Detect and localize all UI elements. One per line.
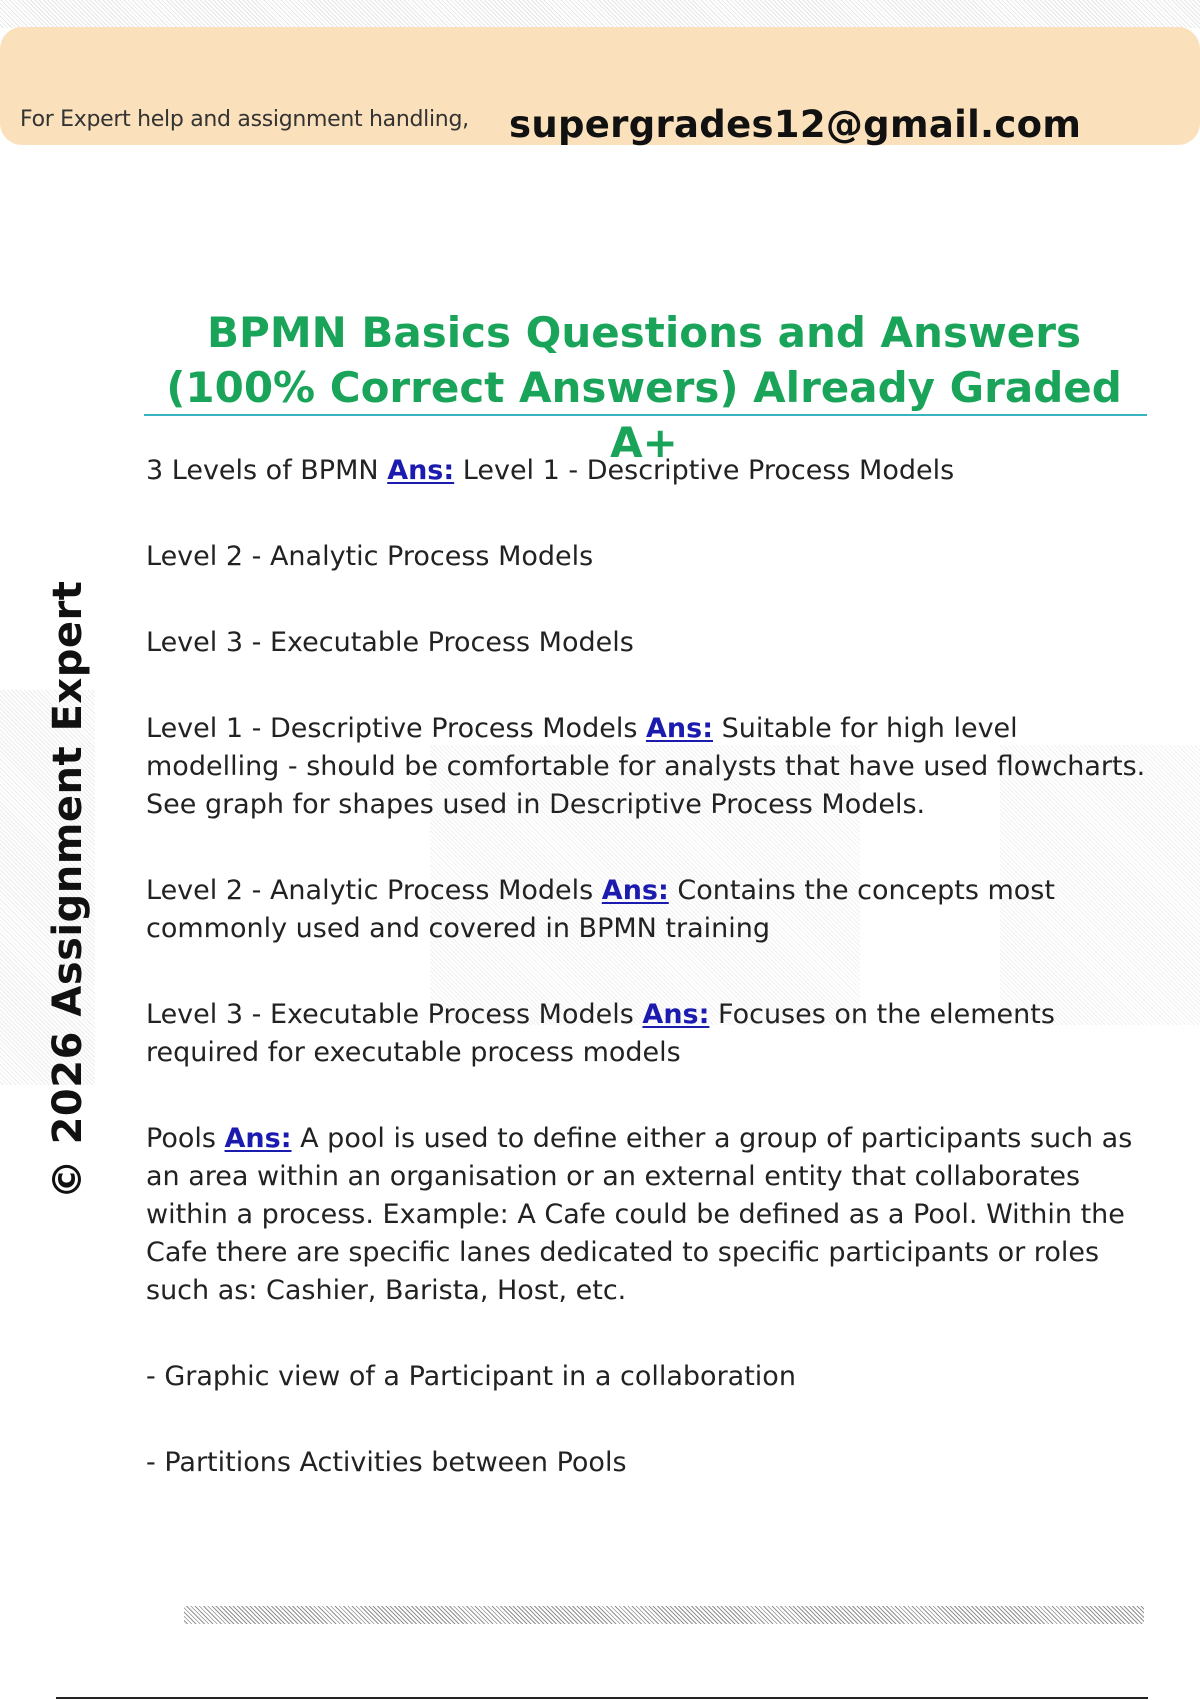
question-text: Pools <box>146 1123 216 1154</box>
title-underline <box>144 414 1147 416</box>
answer-marker: Ans: <box>646 713 713 744</box>
answer-text: Suitable for high level modelling - should be comfortable for analysts that have used flowcharts. See graph for shapes used in Descriptive Process Models. <box>146 713 1146 820</box>
answer-marker: Ans: <box>387 455 455 486</box>
qa-entry <box>146 1444 1146 1482</box>
answer-text: Level 2 - Analytic Process Models <box>146 541 594 572</box>
document-title: BPMN Basics Questions and Answers (100% Correct Answers) Already Graded A+ <box>166 308 1122 467</box>
qa-entry <box>146 710 1146 824</box>
question-text: 3 Levels of BPMN <box>146 455 379 486</box>
qa-entry <box>146 1120 1146 1310</box>
qa-entry <box>146 624 1146 662</box>
qa-entry <box>146 452 1146 490</box>
question-text: Level 2 - Analytic Process Models <box>146 875 594 906</box>
copyright-watermark: © 2026 Assignment Expert <box>45 580 91 1200</box>
question-text: Level 1 - Descriptive Process Models <box>146 713 638 744</box>
answer-text: - Graphic view of a Participant in a collaboration <box>146 1361 796 1392</box>
top-hatch-pattern <box>0 0 1200 28</box>
answer-text: Focuses on the elements required for executable process models <box>146 999 1055 1068</box>
qa-entry <box>146 1358 1146 1396</box>
answer-text: Level 1 - Descriptive Process Models <box>462 455 955 486</box>
answer-marker: Ans: <box>642 999 710 1030</box>
banner-text: For Expert help and assignment handling, <box>20 107 469 132</box>
answer-text: A pool is used to define either a group of participants such as an area within an organisation or an external entity that collaborates within a process. Example: A Cafe could be defined as a Pool. Within the Cafe there are specific lanes dedicated to specific participants or roles such as: Cashier, Barista, Host, etc. <box>146 1123 1133 1306</box>
footer-rule <box>56 1697 1148 1699</box>
contact-banner <box>0 27 1200 145</box>
answer-text: Level 3 - Executable Process Models <box>146 627 634 658</box>
qa-entry <box>146 872 1146 948</box>
answer-text: - Partitions Activities between Pools <box>146 1447 627 1478</box>
answer-text: Contains the concepts most commonly used and covered in BPMN training <box>146 875 1055 944</box>
question-text: Level 3 - Executable Process Models <box>146 999 634 1030</box>
answer-marker: Ans: <box>224 1123 292 1154</box>
banner-email[interactable]: supergrades12@gmail.com <box>509 103 1082 146</box>
qa-entry <box>146 996 1146 1072</box>
qa-entry <box>146 538 1146 576</box>
qa-content <box>146 452 1146 1530</box>
footer-hatch-divider <box>184 1606 1144 1624</box>
answer-marker: Ans: <box>601 875 669 906</box>
